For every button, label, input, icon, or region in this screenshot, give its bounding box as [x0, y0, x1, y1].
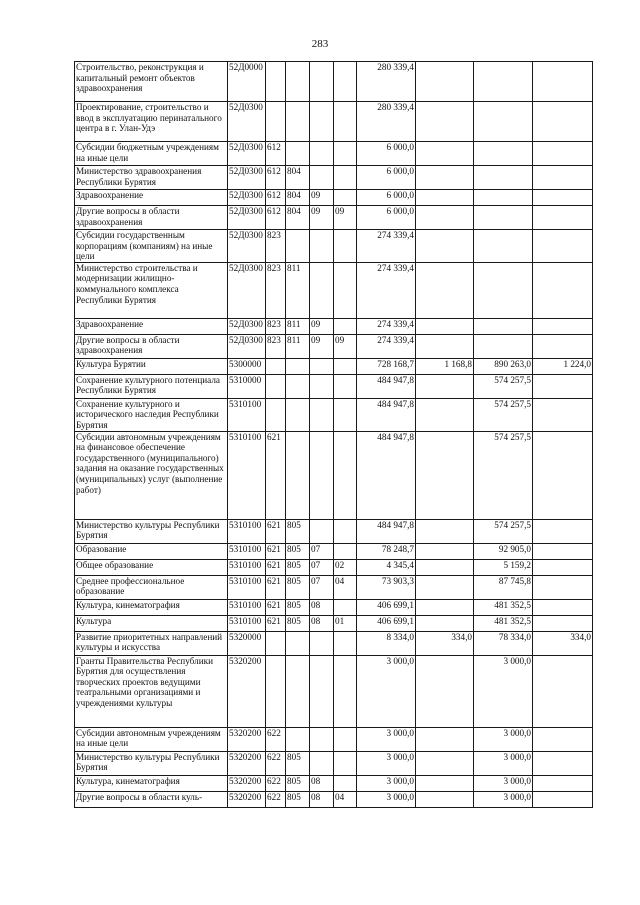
amount-cell-4: 334,0	[533, 631, 593, 655]
amount-cell-2	[416, 230, 474, 263]
table-row	[75, 334, 593, 358]
amount-cell-1: 3 000,0	[357, 775, 416, 791]
amount-cell-1: 274 339,4	[357, 262, 416, 318]
expense-type-code-cell: 621	[266, 599, 286, 615]
table-row	[75, 102, 593, 142]
expense-type-code-cell: 621	[266, 543, 286, 559]
subsection-code-cell	[334, 775, 357, 791]
amount-cell-1: 3 000,0	[357, 727, 416, 751]
amount-cell-2	[416, 519, 474, 543]
section-code-cell	[310, 102, 334, 142]
row-name-cell: Другие вопросы в области здравоохранения	[75, 334, 228, 358]
amount-cell-4	[533, 727, 593, 751]
subsection-code-cell	[334, 727, 357, 751]
subsection-code-cell	[334, 655, 357, 727]
expense-type-code-cell	[266, 102, 286, 142]
expense-type-code-cell: 622	[266, 727, 286, 751]
amount-cell-2	[416, 599, 474, 615]
row-name-cell: Культура Бурятии	[75, 358, 228, 374]
amount-cell-1: 78 248,7	[357, 543, 416, 559]
amount-cell-1: 6 000,0	[357, 142, 416, 166]
row-name-cell: Здравоохранение	[75, 318, 228, 334]
table-row	[75, 775, 593, 791]
amount-cell-2	[416, 791, 474, 807]
row-name-cell: Культура, кинематография	[75, 775, 228, 791]
amount-cell-4	[533, 543, 593, 559]
amount-cell-3	[474, 102, 533, 142]
section-code-cell: 09	[310, 318, 334, 334]
subsection-code-cell	[334, 62, 357, 102]
section-code-cell: 07	[310, 575, 334, 599]
amount-cell-4	[533, 262, 593, 318]
target-article-code-cell: 52Д0300	[228, 206, 266, 230]
target-article-code-cell: 5310100	[228, 599, 266, 615]
amount-cell-3	[474, 230, 533, 263]
subsection-code-cell: 04	[334, 575, 357, 599]
section-code-cell	[310, 631, 334, 655]
section-code-cell	[310, 431, 334, 519]
amount-cell-4	[533, 166, 593, 190]
expense-type-code-cell: 612	[266, 142, 286, 166]
subsection-code-cell	[334, 102, 357, 142]
row-name-cell: Сохранение культурного потенциала Республики Бурятия	[75, 374, 228, 398]
target-article-code-cell: 52Д0300	[228, 166, 266, 190]
table-row	[75, 262, 593, 318]
amount-cell-1: 484 947,8	[357, 431, 416, 519]
subsection-code-cell	[334, 519, 357, 543]
expense-type-code-cell: 621	[266, 519, 286, 543]
expense-type-code-cell: 621	[266, 575, 286, 599]
expense-type-code-cell: 612	[266, 206, 286, 230]
amount-cell-2	[416, 190, 474, 206]
amount-cell-1: 6 000,0	[357, 190, 416, 206]
amount-cell-4	[533, 615, 593, 631]
ministry-code-cell	[286, 142, 310, 166]
expense-type-code-cell	[266, 655, 286, 727]
amount-cell-2	[416, 318, 474, 334]
ministry-code-cell: 805	[286, 559, 310, 575]
amount-cell-1: 73 903,3	[357, 575, 416, 599]
expense-type-code-cell: 823	[266, 334, 286, 358]
amount-cell-4	[533, 190, 593, 206]
target-article-code-cell: 52Д0300	[228, 142, 266, 166]
amount-cell-1: 8 334,0	[357, 631, 416, 655]
amount-cell-2	[416, 334, 474, 358]
amount-cell-1: 3 000,0	[357, 791, 416, 807]
ministry-code-cell: 804	[286, 206, 310, 230]
target-article-code-cell: 52Д0300	[228, 262, 266, 318]
amount-cell-3: 481 352,5	[474, 615, 533, 631]
table-row	[75, 142, 593, 166]
table-row	[75, 519, 593, 543]
subsection-code-cell	[334, 374, 357, 398]
row-name-cell: Субсидии государственным корпорациям (компаниям) на иные цели	[75, 230, 228, 263]
amount-cell-1: 6 000,0	[357, 166, 416, 190]
target-article-code-cell: 5300000	[228, 358, 266, 374]
amount-cell-2	[416, 102, 474, 142]
amount-cell-2	[416, 543, 474, 559]
subsection-code-cell: 02	[334, 559, 357, 575]
section-code-cell: 08	[310, 775, 334, 791]
amount-cell-3: 3 000,0	[474, 751, 533, 775]
amount-cell-3: 574 257,5	[474, 374, 533, 398]
amount-cell-2	[416, 775, 474, 791]
amount-cell-2	[416, 62, 474, 102]
subsection-code-cell	[334, 398, 357, 431]
amount-cell-4	[533, 62, 593, 102]
amount-cell-1: 3 000,0	[357, 655, 416, 727]
amount-cell-4	[533, 599, 593, 615]
amount-cell-3: 92 905,0	[474, 543, 533, 559]
section-code-cell: 09	[310, 334, 334, 358]
target-article-code-cell: 52Д0300	[228, 190, 266, 206]
amount-cell-3: 3 000,0	[474, 727, 533, 751]
ministry-code-cell: 805	[286, 615, 310, 631]
amount-cell-2	[416, 166, 474, 190]
amount-cell-2	[416, 431, 474, 519]
row-name-cell: Субсидии автономным учреждениям на финансовое обеспечение государственного (муниципального) задания на оказание государственных (муниципальных) услуг (выполнение работ)	[75, 431, 228, 519]
amount-cell-2	[416, 559, 474, 575]
section-code-cell	[310, 519, 334, 543]
amount-cell-1: 274 339,4	[357, 318, 416, 334]
target-article-code-cell: 5320200	[228, 775, 266, 791]
amount-cell-4	[533, 142, 593, 166]
amount-cell-3: 78 334,0	[474, 631, 533, 655]
expense-type-code-cell: 823	[266, 262, 286, 318]
section-code-cell: 07	[310, 543, 334, 559]
expense-type-code-cell: 612	[266, 166, 286, 190]
subsection-code-cell: 09	[334, 334, 357, 358]
amount-cell-1: 280 339,4	[357, 62, 416, 102]
ministry-code-cell	[286, 358, 310, 374]
amount-cell-2	[416, 615, 474, 631]
target-article-code-cell: 5310100	[228, 543, 266, 559]
amount-cell-4	[533, 775, 593, 791]
expense-type-code-cell	[266, 374, 286, 398]
amount-cell-3: 890 263,0	[474, 358, 533, 374]
table-row	[75, 791, 593, 807]
target-article-code-cell: 52Д0000	[228, 62, 266, 102]
table-row	[75, 318, 593, 334]
expense-type-code-cell: 823	[266, 230, 286, 263]
row-name-cell: Культура, кинематография	[75, 599, 228, 615]
amount-cell-4	[533, 334, 593, 358]
amount-cell-3	[474, 206, 533, 230]
target-article-code-cell: 5310100	[228, 398, 266, 431]
row-name-cell: Гранты Правительства Республики Бурятия для осуществления творческих проектов ведущими театральными организациями и учреждениями культуры	[75, 655, 228, 727]
ministry-code-cell	[286, 431, 310, 519]
table-row	[75, 431, 593, 519]
row-name-cell: Культура	[75, 615, 228, 631]
amount-cell-2	[416, 142, 474, 166]
ministry-code-cell	[286, 230, 310, 263]
target-article-code-cell: 5320200	[228, 791, 266, 807]
amount-cell-1: 484 947,8	[357, 398, 416, 431]
target-article-code-cell: 52Д0300	[228, 230, 266, 263]
subsection-code-cell	[334, 631, 357, 655]
subsection-code-cell	[334, 599, 357, 615]
ministry-code-cell: 805	[286, 775, 310, 791]
row-name-cell: Общее образование	[75, 559, 228, 575]
subsection-code-cell	[334, 751, 357, 775]
row-name-cell: Сохранение культурного и исторического наследия Республики Бурятия	[75, 398, 228, 431]
amount-cell-1: 406 699,1	[357, 599, 416, 615]
expense-type-code-cell	[266, 62, 286, 102]
expense-type-code-cell: 621	[266, 431, 286, 519]
table-row	[75, 166, 593, 190]
ministry-code-cell	[286, 62, 310, 102]
target-article-code-cell: 5320200	[228, 727, 266, 751]
ministry-code-cell: 805	[286, 543, 310, 559]
amount-cell-3: 481 352,5	[474, 599, 533, 615]
amount-cell-2	[416, 374, 474, 398]
section-code-cell	[310, 166, 334, 190]
ministry-code-cell: 804	[286, 190, 310, 206]
section-code-cell: 09	[310, 190, 334, 206]
expense-type-code-cell: 622	[266, 751, 286, 775]
subsection-code-cell: 04	[334, 791, 357, 807]
ministry-code-cell: 805	[286, 599, 310, 615]
target-article-code-cell: 52Д0300	[228, 334, 266, 358]
row-name-cell: Субсидии автономным учреждениям на иные цели	[75, 727, 228, 751]
expense-type-code-cell	[266, 631, 286, 655]
target-article-code-cell: 5310000	[228, 374, 266, 398]
table-row	[75, 358, 593, 374]
table-row	[75, 374, 593, 398]
page-number: 283	[311, 38, 329, 50]
target-article-code-cell: 5310100	[228, 431, 266, 519]
table-row	[75, 230, 593, 263]
section-code-cell	[310, 142, 334, 166]
expense-type-code-cell: 621	[266, 615, 286, 631]
table-row	[75, 615, 593, 631]
row-name-cell: Строительство, реконструкция и капитальный ремонт объектов здравоохранения	[75, 62, 228, 102]
subsection-code-cell: 09	[334, 206, 357, 230]
amount-cell-1: 6 000,0	[357, 206, 416, 230]
amount-cell-3	[474, 190, 533, 206]
amount-cell-1: 3 000,0	[357, 751, 416, 775]
section-code-cell	[310, 398, 334, 431]
row-name-cell: Министерство здравоохранения Республики Бурятия	[75, 166, 228, 190]
amount-cell-4	[533, 206, 593, 230]
amount-cell-4	[533, 575, 593, 599]
subsection-code-cell	[334, 190, 357, 206]
expense-type-code-cell	[266, 398, 286, 431]
table-row	[75, 62, 593, 102]
row-name-cell: Субсидии бюджетным учреждениям на иные цели	[75, 142, 228, 166]
target-article-code-cell: 5320200	[228, 655, 266, 727]
table-row	[75, 631, 593, 655]
amount-cell-3: 574 257,5	[474, 398, 533, 431]
amount-cell-4	[533, 519, 593, 543]
target-article-code-cell: 52Д0300	[228, 318, 266, 334]
amount-cell-1: 274 339,4	[357, 334, 416, 358]
amount-cell-3: 3 000,0	[474, 791, 533, 807]
amount-cell-3: 5 159,2	[474, 559, 533, 575]
ministry-code-cell: 805	[286, 575, 310, 599]
subsection-code-cell	[334, 543, 357, 559]
row-name-cell: Другие вопросы в области здравоохранения	[75, 206, 228, 230]
expense-type-code-cell: 823	[266, 318, 286, 334]
target-article-code-cell: 5310100	[228, 519, 266, 543]
table-row	[75, 398, 593, 431]
expense-type-code-cell: 622	[266, 791, 286, 807]
section-code-cell	[310, 751, 334, 775]
amount-cell-3	[474, 262, 533, 318]
section-code-cell	[310, 230, 334, 263]
amount-cell-4	[533, 751, 593, 775]
amount-cell-4	[533, 374, 593, 398]
table-row	[75, 206, 593, 230]
amount-cell-2	[416, 398, 474, 431]
expense-type-code-cell: 621	[266, 559, 286, 575]
amount-cell-1: 484 947,8	[357, 374, 416, 398]
amount-cell-2	[416, 727, 474, 751]
section-code-cell	[310, 62, 334, 102]
subsection-code-cell	[334, 166, 357, 190]
row-name-cell: Образование	[75, 543, 228, 559]
amount-cell-3: 87 745,8	[474, 575, 533, 599]
subsection-code-cell	[334, 142, 357, 166]
amount-cell-4	[533, 102, 593, 142]
amount-cell-4: 1 224,0	[533, 358, 593, 374]
ministry-code-cell	[286, 102, 310, 142]
table-row	[75, 599, 593, 615]
expense-type-code-cell: 612	[266, 190, 286, 206]
table-row	[75, 727, 593, 751]
amount-cell-3	[474, 142, 533, 166]
amount-cell-2	[416, 751, 474, 775]
budget-table	[74, 61, 593, 808]
amount-cell-2	[416, 262, 474, 318]
table-row	[75, 655, 593, 727]
section-code-cell	[310, 727, 334, 751]
table-row	[75, 575, 593, 599]
amount-cell-4	[533, 230, 593, 263]
target-article-code-cell: 5310100	[228, 615, 266, 631]
ministry-code-cell: 805	[286, 519, 310, 543]
table-row	[75, 543, 593, 559]
amount-cell-3	[474, 62, 533, 102]
amount-cell-1: 484 947,8	[357, 519, 416, 543]
subsection-code-cell	[334, 318, 357, 334]
amount-cell-1: 406 699,1	[357, 615, 416, 631]
amount-cell-3: 3 000,0	[474, 655, 533, 727]
target-article-code-cell: 5320000	[228, 631, 266, 655]
amount-cell-2	[416, 655, 474, 727]
row-name-cell: Министерство культуры Республики Бурятия	[75, 751, 228, 775]
ministry-code-cell	[286, 655, 310, 727]
amount-cell-2: 1 168,8	[416, 358, 474, 374]
subsection-code-cell	[334, 262, 357, 318]
ministry-code-cell: 811	[286, 334, 310, 358]
section-code-cell: 08	[310, 791, 334, 807]
amount-cell-1: 274 339,4	[357, 230, 416, 263]
ministry-code-cell	[286, 398, 310, 431]
target-article-code-cell: 5310100	[228, 559, 266, 575]
section-code-cell	[310, 262, 334, 318]
expense-type-code-cell: 622	[266, 775, 286, 791]
amount-cell-3	[474, 318, 533, 334]
ministry-code-cell	[286, 374, 310, 398]
amount-cell-2	[416, 206, 474, 230]
row-name-cell: Министерство культуры Республики Бурятия	[75, 519, 228, 543]
amount-cell-4	[533, 398, 593, 431]
section-code-cell	[310, 655, 334, 727]
subsection-code-cell	[334, 431, 357, 519]
target-article-code-cell: 52Д0300	[228, 102, 266, 142]
amount-cell-2: 334,0	[416, 631, 474, 655]
amount-cell-1: 4 345,4	[357, 559, 416, 575]
ministry-code-cell: 811	[286, 318, 310, 334]
amount-cell-3	[474, 166, 533, 190]
subsection-code-cell	[334, 230, 357, 263]
row-name-cell: Здравоохранение	[75, 190, 228, 206]
row-name-cell: Проектирование, строительство и ввод в эксплуатацию перинатального центра в г. Улан-Удэ	[75, 102, 228, 142]
table-row	[75, 190, 593, 206]
amount-cell-3: 3 000,0	[474, 775, 533, 791]
ministry-code-cell: 804	[286, 166, 310, 190]
amount-cell-1: 280 339,4	[357, 102, 416, 142]
table-row	[75, 751, 593, 775]
row-name-cell: Среднее профессиональное образование	[75, 575, 228, 599]
amount-cell-4	[533, 431, 593, 519]
expense-type-code-cell	[266, 358, 286, 374]
ministry-code-cell: 811	[286, 262, 310, 318]
amount-cell-4	[533, 791, 593, 807]
ministry-code-cell	[286, 631, 310, 655]
ministry-code-cell	[286, 727, 310, 751]
table-row	[75, 559, 593, 575]
row-name-cell: Министерство строительства и модернизации жилищно-коммунального комплекса Республики Бурятия	[75, 262, 228, 318]
target-article-code-cell: 5310100	[228, 575, 266, 599]
amount-cell-4	[533, 655, 593, 727]
amount-cell-3	[474, 334, 533, 358]
amount-cell-3: 574 257,5	[474, 519, 533, 543]
amount-cell-2	[416, 575, 474, 599]
amount-cell-1: 728 168,7	[357, 358, 416, 374]
row-name-cell: Развитие приоритетных направлений культуры и искусства	[75, 631, 228, 655]
subsection-code-cell	[334, 358, 357, 374]
subsection-code-cell: 01	[334, 615, 357, 631]
row-name-cell: Другие вопросы в области куль-	[75, 791, 228, 807]
target-article-code-cell: 5320200	[228, 751, 266, 775]
section-code-cell	[310, 358, 334, 374]
amount-cell-3: 574 257,5	[474, 431, 533, 519]
section-code-cell	[310, 374, 334, 398]
amount-cell-4	[533, 559, 593, 575]
section-code-cell: 08	[310, 615, 334, 631]
amount-cell-4	[533, 318, 593, 334]
section-code-cell: 09	[310, 206, 334, 230]
ministry-code-cell: 805	[286, 791, 310, 807]
ministry-code-cell: 805	[286, 751, 310, 775]
section-code-cell: 07	[310, 559, 334, 575]
section-code-cell: 08	[310, 599, 334, 615]
